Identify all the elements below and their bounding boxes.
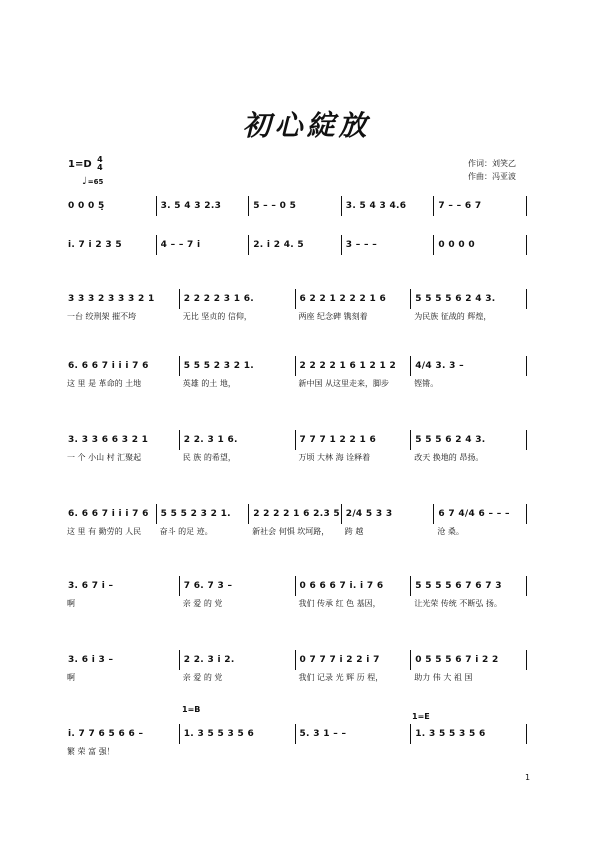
measure: i. 7 i 2 3 5: [68, 240, 122, 250]
measure: 3. 5 4 3 4.6: [345, 201, 407, 211]
lyricist-credit: 作词：刘笑乙: [468, 159, 516, 168]
score-system: [64, 291, 528, 325]
quarter-note-icon: ♩: [82, 176, 87, 187]
lyric-measure: 助力 伟 大 祖 国: [414, 673, 473, 682]
measure: 5 5 5 2 3 2 1.: [160, 509, 231, 519]
measure: 3. 6 i 3 –: [68, 655, 114, 665]
lyric-measure: 我们 记录 光 辉 历 程，: [298, 673, 384, 682]
lyric-measure: 新社会 何惧 坎坷路，: [252, 527, 330, 536]
measure: 0 0 0 0: [438, 240, 475, 250]
score-system: [64, 198, 528, 232]
time-signature-bottom: 4: [97, 163, 103, 172]
song-title: 初心綻放: [242, 109, 371, 142]
lyric-measure: [296, 746, 412, 757]
measure: 5 5 5 5 6 2 4 3.: [415, 294, 496, 304]
measure: 5 5 5 6 2 4 3.: [415, 435, 486, 445]
measure: 6 2 2 1 2 2 2 1 6: [299, 294, 387, 304]
measure: 6. 6 6 7 i i i 7 6: [68, 361, 149, 371]
measure: 2 2. 3 i 2.: [183, 655, 235, 665]
lyrics-row: [64, 672, 528, 683]
tempo-value: =65: [87, 178, 104, 186]
notes-row: [64, 652, 528, 668]
lyric-measure: 这 里 是 革命的 土地: [67, 379, 142, 388]
lyrics-row: [64, 598, 528, 609]
measure: 4 – – 7 i: [160, 240, 201, 250]
notes-row: [64, 358, 528, 374]
measure: 2 2 2 2 3 1 6.: [183, 294, 255, 304]
lyric-measure: 这 里 有 勤劳的 人民: [67, 527, 142, 536]
lyrics-row: [64, 311, 528, 322]
measure: 3 3 3 2 3 3 3 2 1: [68, 294, 155, 304]
lyric-measure: 一台 绞刑架 摧不垮: [67, 312, 137, 321]
lyric-measure: 两座 纪念碑 镌刻着: [298, 312, 368, 321]
measure: 5 5 5 2 3 2 1.: [183, 361, 255, 371]
lyric-measure: 跨 越: [344, 527, 364, 536]
lyric-measure: 繁 荣 富 强！: [67, 747, 115, 756]
measure: 4/4 3. 3 –: [415, 361, 464, 371]
lyric-measure: 亲 爱 的 党: [182, 599, 223, 608]
lyric-measure: 啊: [67, 599, 75, 608]
tempo-marking: [82, 176, 103, 187]
measure: 2. i 2 4. 5: [253, 240, 304, 250]
lyric-measure: 一 个 小山 村 汇聚起: [67, 453, 142, 462]
score-system: [64, 506, 528, 540]
measure: 2 2 2 2 1 6 1 2 1 2: [299, 361, 397, 371]
measure: 7 6. 7 3 –: [183, 581, 233, 591]
lyric-measure: [180, 746, 296, 757]
time-signature: [97, 156, 103, 172]
notes-row: [64, 726, 528, 742]
score-system: [64, 726, 528, 760]
key-change-e: 1=E: [412, 712, 430, 721]
measure: 3. 3 3 6 6 3 2 1: [68, 435, 149, 445]
key-signature: [68, 156, 103, 172]
key-label: 1=D: [68, 159, 92, 170]
notes-row: [64, 578, 528, 594]
score-system: [64, 432, 528, 466]
measure: 7 7 7 1 2 2 1 6: [299, 435, 377, 445]
lyric-measure: 啊: [67, 673, 75, 682]
score-system: [64, 578, 528, 612]
lyric-measure: 新中国 从这里走来，脚步: [298, 379, 390, 388]
measure: 7 – – 6 7: [438, 201, 482, 211]
notes-row: [64, 506, 528, 522]
barline-end: [526, 235, 527, 255]
measure: 2 2. 3 1 6.: [183, 435, 238, 445]
lyric-measure: 亲 爱 的 党: [182, 673, 223, 682]
measure: 1. 3 5 5 3 5 6: [415, 729, 486, 739]
lyric-measure: 让光荣 传统 不断弘 扬。: [414, 599, 502, 608]
measure: 3. 6 7 i –: [68, 581, 114, 591]
measure: 3. 5 4 3 2.3: [160, 201, 222, 211]
lyric-measure: 无比 坚贞的 信仰，: [182, 312, 252, 321]
measure: 0 5 5 5 6 7 i 2 2: [415, 655, 499, 665]
measure: 2 2 2 2 1 6 2.3 5: [253, 509, 340, 519]
barline-end: [526, 289, 527, 309]
score-system: [64, 237, 528, 271]
lyrics-row: [64, 378, 528, 389]
notes-row: [64, 198, 528, 214]
lyric-measure: 改天 换地的 昂扬。: [414, 453, 484, 462]
barline-end: [526, 196, 527, 216]
barline-end: [526, 650, 527, 670]
measure: 1. 3 5 5 3 5 6: [183, 729, 255, 739]
lyric-measure: [411, 746, 527, 757]
score-system: [64, 652, 528, 686]
notes-row: [64, 237, 528, 253]
key-change-b: 1=B: [182, 705, 201, 714]
lyric-measure: 万顷 大林 海 诠释着: [298, 453, 371, 462]
barline-end: [526, 576, 527, 596]
barline-end: [526, 356, 527, 376]
measure: 0 6 6 6 7 i. i 7 6: [299, 581, 384, 591]
credits: [468, 157, 516, 183]
measure: 2/4 5 3 3: [345, 509, 393, 519]
barline-end: [526, 504, 527, 524]
time-signature-top: 4: [97, 155, 103, 164]
measure: i. 7 7 6 5 6 6 –: [68, 729, 144, 739]
measure: 6 7 4/4 6 – – –: [438, 509, 510, 519]
page-number: 1: [525, 773, 531, 782]
lyric-measure: 奋斗 的足 迹。: [159, 527, 213, 536]
measure: 5 5 5 5 6 7 6 7 3: [415, 581, 502, 591]
barline-end: [526, 430, 527, 450]
lyric-measure: 民 族 的希望，: [182, 453, 236, 462]
measure: 3 – – –: [345, 240, 378, 250]
composer-credit: 作曲：冯亚波: [468, 172, 516, 181]
lyric-measure: 我们 传承 红 色 基因，: [298, 599, 381, 608]
lyric-measure: 英雄 的土 地，: [182, 379, 236, 388]
lyrics-row: [64, 452, 528, 463]
measure: 0 0 0 5̣: [68, 201, 105, 211]
notes-row: [64, 291, 528, 307]
barline-end: [526, 724, 527, 744]
lyrics-row: [64, 746, 528, 757]
score-system: [64, 358, 528, 392]
measure: 6. 6 6 7 i i i 7 6: [68, 509, 149, 519]
measure: 5. 3 1 – –: [299, 729, 347, 739]
lyric-measure: 铿锵。: [414, 379, 439, 388]
measure: 5 – – 0 5: [253, 201, 297, 211]
measure: 0 7 7 7 i 2 2 i 7: [299, 655, 380, 665]
lyrics-row: [64, 526, 528, 537]
lyric-measure: 为民族 征战的 辉煌，: [414, 312, 492, 321]
notes-row: [64, 432, 528, 448]
lyric-measure: 沧 桑。: [437, 527, 464, 536]
